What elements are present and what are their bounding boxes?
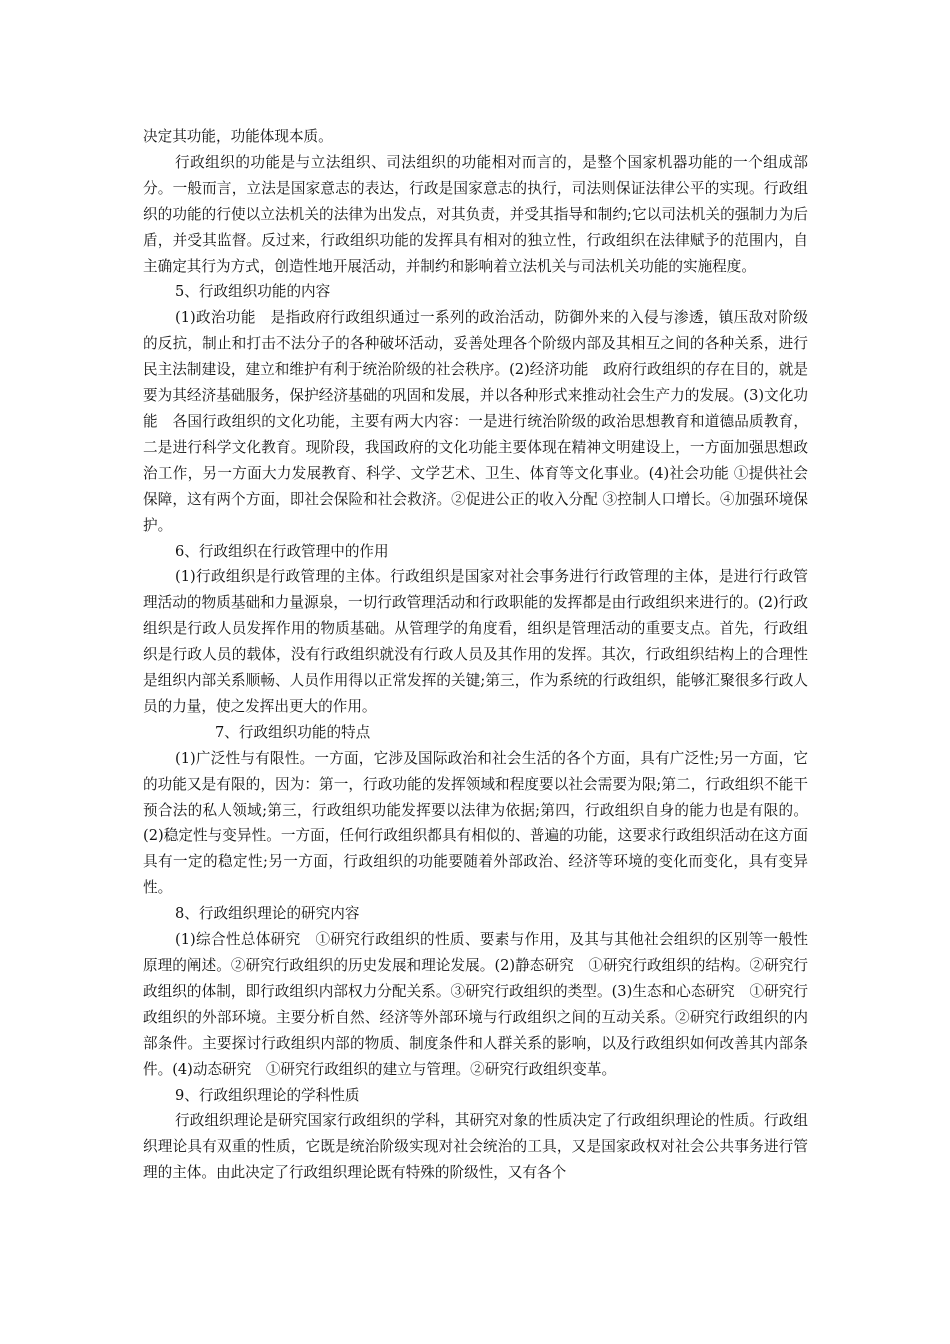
document-page bbox=[143, 124, 808, 1186]
section-heading-7: 7、行政组织功能的特点 bbox=[215, 723, 371, 741]
paragraph-function-features: (1)广泛性与有限性。一方面，它涉及国际政治和社会生活的各个方面，具有广泛性;另一方面，它的功能又是有限的，因为：第一，行政功能的发挥领域和程度要以社会需要为限;第二，行政组织不能干预合法的私人领域;第三，行政组织功能发挥要以法律为依据;第四，行政组织自身的能力也是有限的。(2)稳定性与变异性。一方面，任何行政组织都具有相似的、普遍的功能，这要求行政组织活动在这方面具有一定的稳定性;另一方面，行政组织的功能要随着外部政治、经济等环境的变化而变化，具有变异性。 bbox=[143, 749, 808, 897]
paragraph-research-content: (1)综合性总体研究 ①研究行政组织的性质、要素与作用，及其与其他社会组织的区别等一般性原理的阐述。②研究行政组织的历史发展和理论发展。(2)静态研究 ①研究行政组织的结构。②研究行政组织的体制，即行政组织内部权力分配关系。③研究行政组织的类型。(3)生态和心态研究 ①研究行政组织的外部环境。主要分析自然、经济等外部环境与行政组织之间的互动关系。②研究行政组织的内部条件。主要探讨行政组织内部的物质、制度条件和人群关系的影响，以及行政组织如何改善其内部条件。(4)动态研究 ①研究行政组织的建立与管理。②研究行政组织变革。 bbox=[143, 931, 808, 1078]
paragraph-discipline-nature: 行政组织理论是研究国家行政组织的学科，其研究对象的性质决定了行政组织理论的性质。行政组织理论具有双重的性质，它既是统治阶级实现对社会统治的工具，又是国家政权对社会公共事务进行管理的主体。由此决定了行政组织理论既有特殊的阶级性，又有各个 bbox=[143, 1112, 808, 1182]
paragraph-role-in-management: (1)行政组织是行政管理的主体。行政组织是国家对社会事务进行行政管理的主体，是进行行政管理活动的物质基础和力量源泉，一切行政管理活动和行政职能的发挥都是由行政组织来进行的。(2)行政组织是行政人员发挥作用的物质基础。从管理学的角度看，组织是管理活动的重要支点。首先，行政组织是行政人员的载体，没有行政组织就没有行政人员及其作用的发挥。其次，行政组织结构上的合理性是组织内部关系顺畅、人员作用得以正常发挥的关键;第三，作为系统的行政组织，能够汇聚很多行政人员的力量，使之发挥出更大的作用。 bbox=[143, 568, 808, 715]
section-heading-8: 8、行政组织理论的研究内容 bbox=[175, 905, 360, 923]
section-heading-9: 9、行政组织理论的学科性质 bbox=[175, 1086, 360, 1104]
paragraph-function-content: (1)政治功能 是指政府行政组织通过一系列的政治活动，防御外来的入侵与渗透，镇压敌对阶级的反抗，制止和打击不法分子的各种破坏活动，妥善处理各个阶级内部及其相互之间的各种关系，进行民主法制建设，建立和维护有利于统治阶级的社会秩序。(2)经济功能 政府行政组织的存在目的，就是要为其经济基础服务，保护经济基础的巩固和发展，并以各种形式来推动社会生产力的发展。(3)文化功能 各国行政组织的文化功能，主要有两大内容：一是进行统治阶级的政治思想教育和道德品质教育，二是进行科学文化教育。现阶段，我国政府的文化功能主要体现在精神文明建设上，一方面加强思想政治工作，另一方面大力发展教育、科学、文学艺术、卫生、体育等文化事业。(4)社会功能 ①提供社会保障，这有两个方面，即社会保险和社会救济。②促进公正的收入分配 ③控制人口增长。④加强环境保护。 bbox=[143, 309, 808, 534]
paragraph-continuation: 决定其功能，功能体现本质。 bbox=[143, 128, 333, 145]
section-heading-6: 6、行政组织在行政管理中的作用 bbox=[175, 542, 389, 560]
paragraph-function-relation: 行政组织的功能是与立法组织、司法组织的功能相对而言的，是整个国家机器功能的一个组成部分。一般而言，立法是国家意志的表达，行政是国家意志的执行，司法则保证法律公平的实现。行政组织的功能的行使以立法机关的法律为出发点，对其负责，并受其指导和制约;它以司法机关的强制力为后盾，并受其监督。反过来，行政组织功能的发挥具有相对的独立性，行政组织在法律赋予的范围内，自主确定其行为方式，创造性地开展活动，并制约和影响着立法机关与司法机关功能的实施程度。 bbox=[143, 153, 808, 275]
section-heading-5: 5、行政组织功能的内容 bbox=[175, 283, 331, 301]
